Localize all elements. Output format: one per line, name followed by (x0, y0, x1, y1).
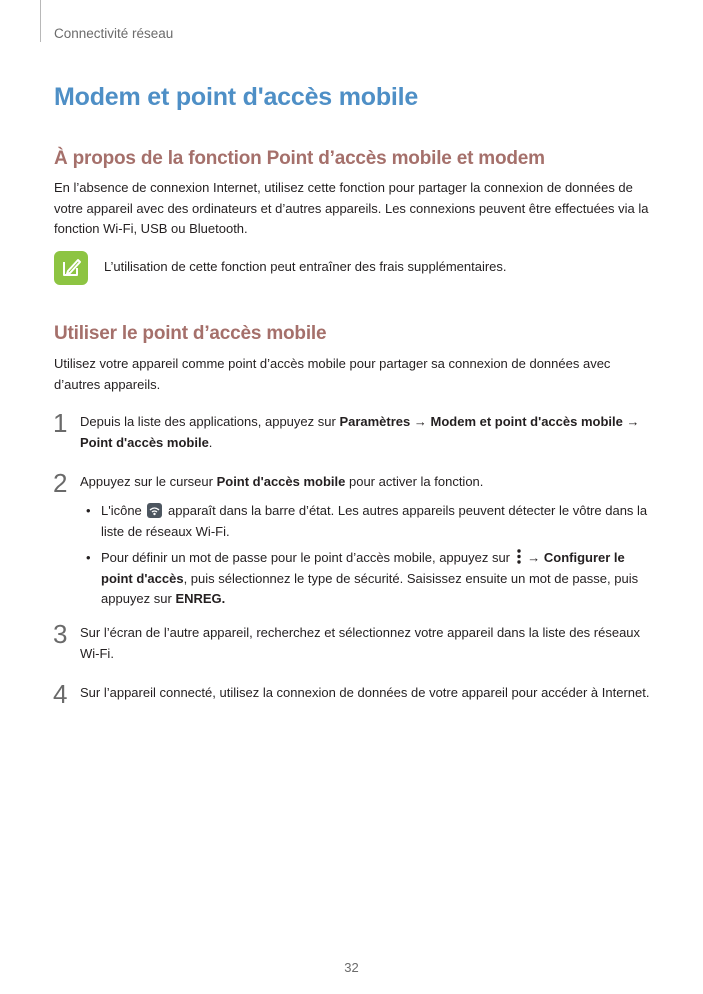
step-text: Sur l’appareil connecté, utilisez la connexion de données de votre appareil pour accéder à Internet. (80, 685, 650, 700)
hotspot-paragraph: Utilisez votre appareil comme point d’accès mobile pour partager sa connexion de données avec d’autres appareils. (54, 356, 611, 392)
section-heading-about: À propos de la fonction Point d’accès mobile et modem (54, 148, 545, 169)
step-number: 3 (53, 619, 68, 649)
running-header: Connectivité réseau (54, 26, 174, 41)
bullet-text: Pour définir un mot de passe pour le point d’accès mobile, appuyez sur → Configurer le point d'accès, puis sélectionnez le type de sécurité. Saisissez ensuite un mot de passe, puis appuyez sur ENREG. (101, 550, 639, 606)
margin-rule (40, 0, 41, 42)
more-options-icon (516, 549, 522, 564)
about-paragraph: En l’absence de connexion Internet, utilisez cette fonction pour partager la connexion de données de votre appareil avec des ordinateurs et d’autres appareils. Les connexions peuvent être effectuées via la fonction Wi-Fi, USB ou Bluetooth. (54, 180, 649, 236)
section-heading-hotspot: Utiliser le point d’accès mobile (54, 323, 327, 344)
bullet-dot: • (86, 503, 91, 518)
page-title: Modem et point d'accès mobile (54, 83, 419, 111)
step-number: 2 (53, 468, 68, 498)
step-text: Sur l’écran de l’autre appareil, recherchez et sélectionnez votre appareil dans la liste des réseaux Wi-Fi. (80, 625, 641, 661)
hotspot-icon (147, 503, 162, 518)
step-number: 4 (53, 679, 68, 709)
step-text: Depuis la liste des applications, appuyez sur Paramètres → Modem et point d'accès mobile → Point d'accès mobile. (80, 414, 640, 450)
note-pencil-icon (54, 251, 88, 285)
note-text: L’utilisation de cette fonction peut entraîner des frais supplémentaires. (104, 259, 507, 274)
step-text: Appuyez sur le curseur Point d'accès mobile pour activer la fonction. (80, 474, 484, 489)
bullet-text: L'icône apparaît dans la barre d’état. Les autres appareils peuvent détecter le vôtre dans la liste de réseaux Wi-Fi. (101, 503, 648, 539)
bullet-dot: • (86, 550, 91, 565)
page-number: 32 (344, 960, 359, 975)
step-number: 1 (53, 408, 68, 438)
